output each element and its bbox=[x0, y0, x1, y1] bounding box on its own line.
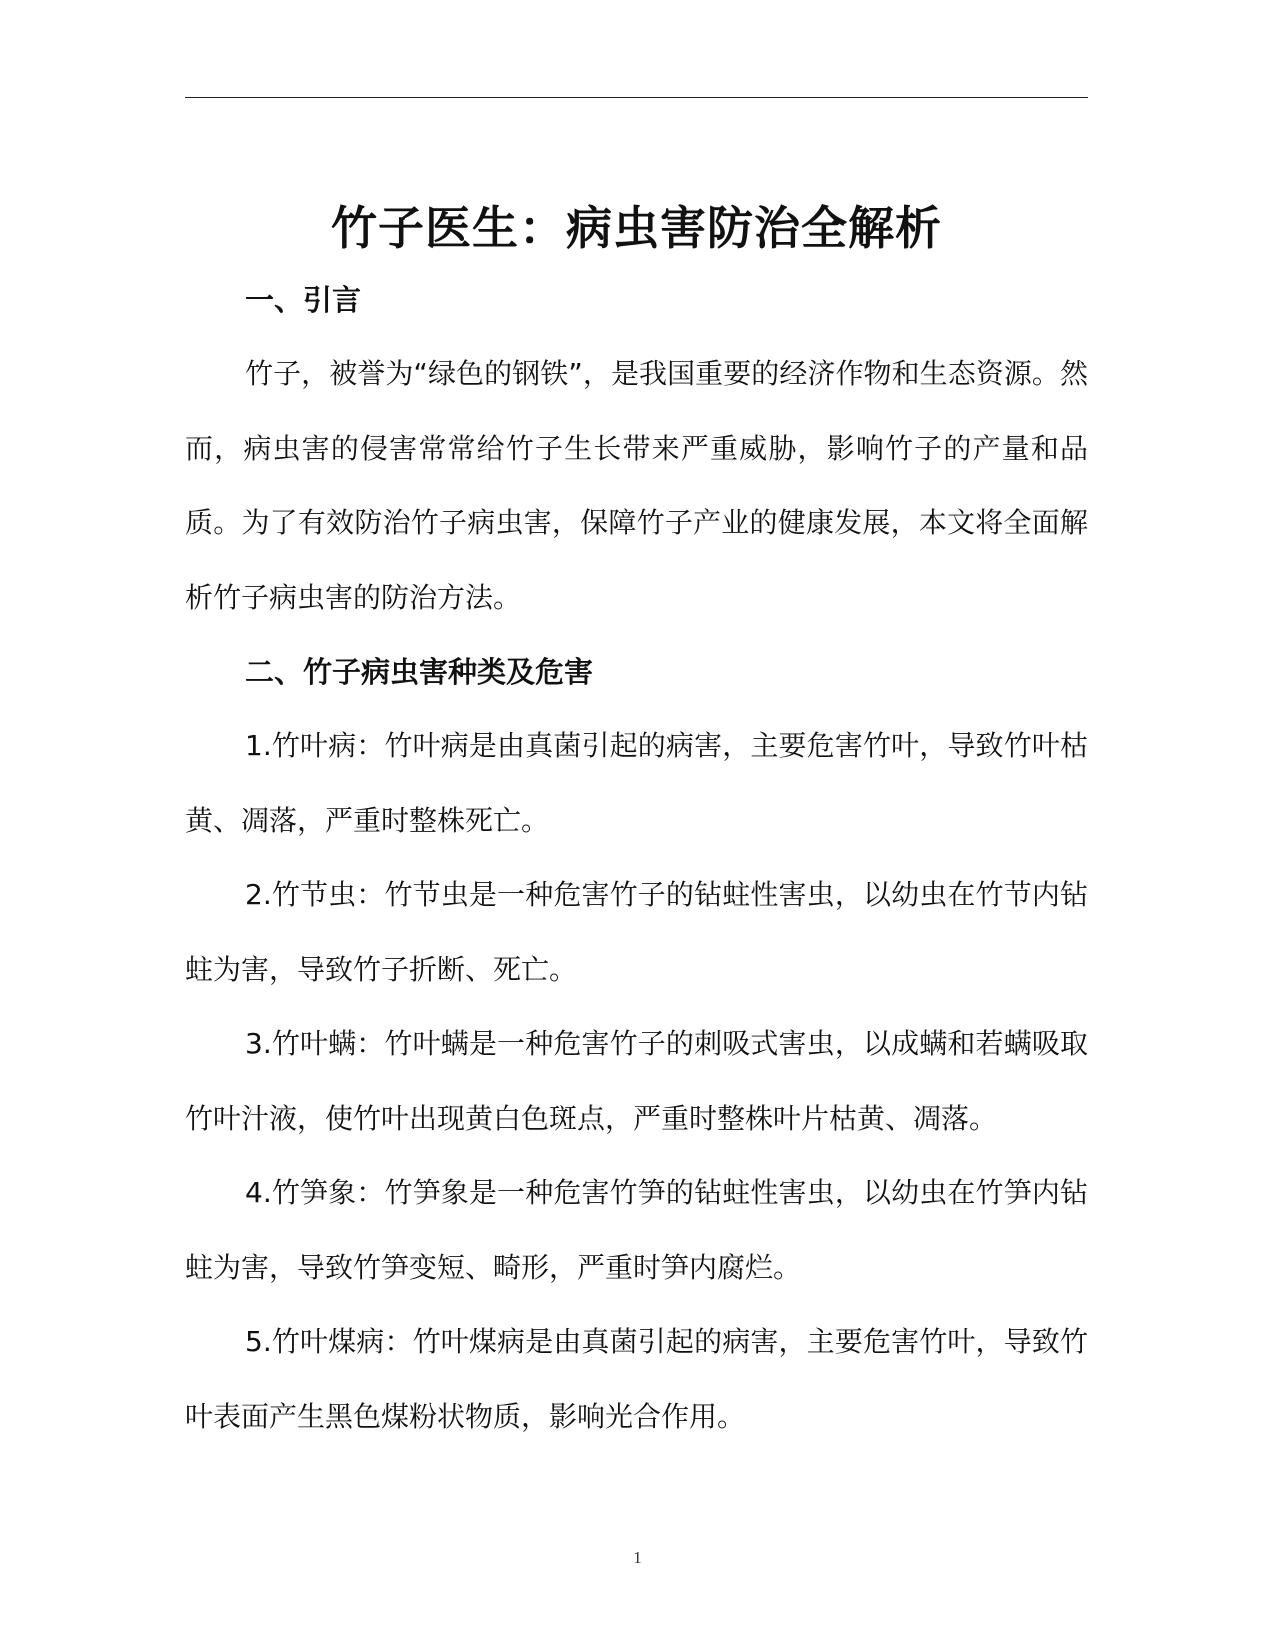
list-item: 4.竹笋象：竹笋象是一种危害竹笋的钻蛀性害虫，以幼虫在竹笋内钻蛀为害，导致竹笋变短、畸形，严重时笋内腐烂。 bbox=[185, 1176, 1088, 1284]
list-item: 3.竹叶螨：竹叶螨是一种危害竹子的刺吸式害虫，以成螨和若螨吸取竹叶汁液，使竹叶出现黄白色斑点，严重时整株叶片枯黄、凋落。 bbox=[185, 1027, 1088, 1135]
list-item: 1.竹叶病：竹叶病是由真菌引起的病害，主要危害竹叶，导致竹叶枯黄、凋落，严重时整株死亡。 bbox=[185, 729, 1088, 837]
page-title: 竹子医生：病虫害防治全解析 bbox=[331, 200, 942, 255]
section-heading: 一、引言 bbox=[245, 283, 362, 317]
list-item: 5.竹叶煤病：竹叶煤病是由真菌引起的病害，主要危害竹叶，导致竹叶表面产生黑色煤粉状物质，影响光合作用。 bbox=[185, 1325, 1088, 1433]
section-heading: 二、竹子病虫害种类及危害 bbox=[245, 655, 594, 689]
page-number: 1 bbox=[633, 1548, 642, 1567]
document-body bbox=[185, 263, 1088, 1454]
paragraph: 竹子，被誉为“绿色的钢铁”，是我国重要的经济作物和生态资源。然而，病虫害的侵害常常给竹子生长带来严重威胁，影响竹子的产量和品质。为了有效防治竹子病虫害，保障竹子产业的健康发展，本文将全面解析竹子病虫害的防治方法。 bbox=[185, 357, 1088, 614]
section-introduction bbox=[185, 263, 1088, 635]
list-item: 2.竹节虫：竹节虫是一种危害竹子的钻蛀性害虫，以幼虫在竹节内钻蛀为害，导致竹子折断、死亡。 bbox=[185, 878, 1088, 986]
header-rule bbox=[185, 97, 1088, 98]
section-pest-types bbox=[185, 635, 1088, 1454]
